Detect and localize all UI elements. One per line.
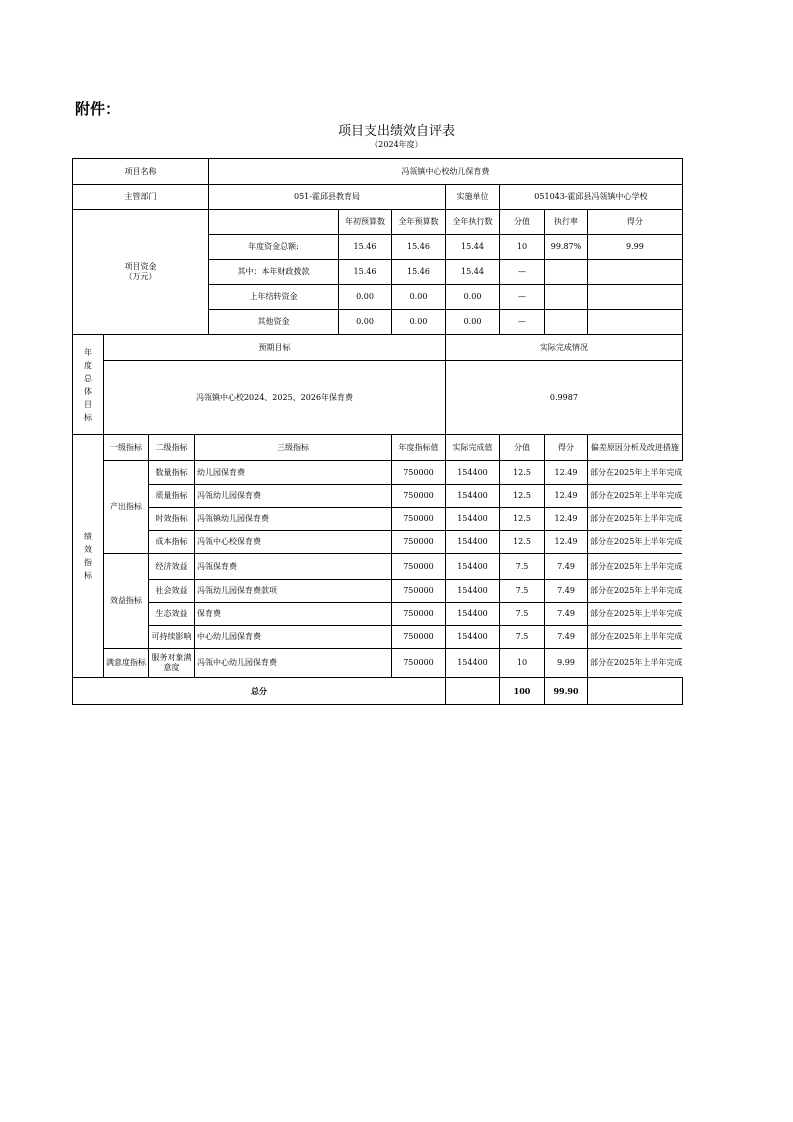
header-score-value: 分值 bbox=[500, 435, 545, 461]
funds-score bbox=[588, 260, 683, 285]
funds-header-annual: 全年预算数 bbox=[392, 210, 446, 235]
funds-executed: 15.44 bbox=[446, 260, 500, 285]
funds-annual: 0.00 bbox=[392, 285, 446, 310]
funds-score-value: 10 bbox=[500, 235, 545, 260]
funds-label: 项目资金 （万元） bbox=[73, 210, 209, 335]
funds-rate bbox=[545, 310, 588, 335]
header-level3: 三级指标 bbox=[195, 435, 392, 461]
total-label: 总分 bbox=[73, 678, 446, 705]
deviation-cell: 部分在2025年上半年完成 bbox=[588, 603, 683, 626]
header-level1: 一级指标 bbox=[104, 435, 149, 461]
actual-cell: 154400 bbox=[446, 649, 500, 678]
funds-score-value: — bbox=[500, 260, 545, 285]
target-cell: 750000 bbox=[392, 485, 446, 508]
funds-executed: 15.44 bbox=[446, 235, 500, 260]
funds-score-value: — bbox=[500, 285, 545, 310]
total-blank bbox=[446, 678, 500, 705]
funds-row-label: 其他资金 bbox=[209, 310, 339, 335]
indicator-row bbox=[73, 603, 683, 626]
level2-cell: 可持续影响 bbox=[149, 626, 195, 649]
funds-header-score: 得分 bbox=[588, 210, 683, 235]
level3-cell: 幼儿园保育费 bbox=[195, 461, 392, 485]
dept-value: 051-霍邱县教育局 bbox=[209, 185, 446, 210]
score-cell: 9.99 bbox=[545, 649, 588, 678]
level3-cell: 冯瓴保育费 bbox=[195, 554, 392, 580]
deviation-cell: 部分在2025年上半年完成 bbox=[588, 508, 683, 531]
score-cell: 12.49 bbox=[545, 508, 588, 531]
level2-cell: 时效指标 bbox=[149, 508, 195, 531]
score-value-cell: 7.5 bbox=[500, 603, 545, 626]
project-name: 冯瓴镇中心校幼儿保育费 bbox=[209, 159, 683, 185]
actual-goal: 0.9987 bbox=[446, 361, 683, 435]
funds-score: 9.99 bbox=[588, 235, 683, 260]
score-cell: 7.49 bbox=[545, 580, 588, 603]
total-score-value: 100 bbox=[500, 678, 545, 705]
level3-cell: 冯瓴幼儿园保育费款项 bbox=[195, 580, 392, 603]
level2-cell: 社会效益 bbox=[149, 580, 195, 603]
dept-label: 主管部门 bbox=[73, 185, 209, 210]
indicator-row bbox=[73, 554, 683, 580]
indicator-row bbox=[73, 626, 683, 649]
score-value-cell: 12.5 bbox=[500, 485, 545, 508]
level1-satisfaction: 满意度指标 bbox=[104, 649, 149, 678]
actual-cell: 154400 bbox=[446, 603, 500, 626]
actual-goal-label: 实际完成情况 bbox=[446, 335, 683, 361]
level2-cell: 经济效益 bbox=[149, 554, 195, 580]
level1-output: 产出指标 bbox=[104, 461, 149, 554]
deviation-cell: 部分在2025年上半年完成 bbox=[588, 649, 683, 678]
funds-score bbox=[588, 285, 683, 310]
score-value-cell: 12.5 bbox=[500, 531, 545, 554]
funds-annual: 15.46 bbox=[392, 235, 446, 260]
actual-cell: 154400 bbox=[446, 580, 500, 603]
total-score: 99.90 bbox=[545, 678, 588, 705]
score-value-cell: 7.5 bbox=[500, 554, 545, 580]
funds-initial: 15.46 bbox=[339, 235, 392, 260]
level2-cell: 生态效益 bbox=[149, 603, 195, 626]
funds-executed: 0.00 bbox=[446, 310, 500, 335]
header-actual: 实际完成值 bbox=[446, 435, 500, 461]
actual-cell: 154400 bbox=[446, 626, 500, 649]
level3-cell: 保育费 bbox=[195, 603, 392, 626]
funds-rate bbox=[545, 260, 588, 285]
level3-cell: 冯瓴中心幼儿园保育费 bbox=[195, 649, 392, 678]
header-deviation: 偏差原因分析及改进措施 bbox=[588, 435, 683, 461]
level3-cell: 中心幼儿园保育费 bbox=[195, 626, 392, 649]
funds-header-blank bbox=[209, 210, 339, 235]
level2-cell: 服务对象满意度 bbox=[149, 649, 195, 678]
score-value-cell: 7.5 bbox=[500, 626, 545, 649]
funds-row-label: 年度资金总额: bbox=[209, 235, 339, 260]
funds-score bbox=[588, 310, 683, 335]
funds-header-score-value: 分值 bbox=[500, 210, 545, 235]
funds-initial: 15.46 bbox=[339, 260, 392, 285]
score-cell: 7.49 bbox=[545, 554, 588, 580]
actual-cell: 154400 bbox=[446, 485, 500, 508]
expected-goal: 冯瓴镇中心校2024、2025、2026年保育费 bbox=[104, 361, 446, 435]
indicator-row bbox=[73, 531, 683, 554]
deviation-cell: 部分在2025年上半年完成 bbox=[588, 554, 683, 580]
unit-value: 051043-霍邱县冯瓴镇中心学校 bbox=[500, 185, 683, 210]
page-title: 项目支出绩效自评表 bbox=[337, 124, 455, 139]
performance-table bbox=[72, 158, 683, 705]
project-name-label: 项目名称 bbox=[73, 159, 209, 185]
level3-cell: 冯瓴中心校保育费 bbox=[195, 531, 392, 554]
indicator-row bbox=[73, 649, 683, 678]
indicator-row bbox=[73, 485, 683, 508]
funds-rate bbox=[545, 285, 588, 310]
indicators-label: 绩 效 指 标 bbox=[73, 435, 104, 678]
funds-annual: 15.46 bbox=[392, 260, 446, 285]
unit-label: 实施单位 bbox=[446, 185, 500, 210]
target-cell: 750000 bbox=[392, 649, 446, 678]
score-value-cell: 7.5 bbox=[500, 580, 545, 603]
funds-header-initial: 年初预算数 bbox=[339, 210, 392, 235]
funds-row-label: 上年结转资金 bbox=[209, 285, 339, 310]
funds-rate: 99.87% bbox=[545, 235, 588, 260]
target-cell: 750000 bbox=[392, 580, 446, 603]
total-deviation-blank bbox=[588, 678, 683, 705]
header-target: 年度指标值 bbox=[392, 435, 446, 461]
expected-goal-label: 预期目标 bbox=[104, 335, 446, 361]
score-value-cell: 12.5 bbox=[500, 461, 545, 485]
target-cell: 750000 bbox=[392, 603, 446, 626]
funds-header-rate: 执行率 bbox=[545, 210, 588, 235]
indicator-row bbox=[73, 461, 683, 485]
score-cell: 7.49 bbox=[545, 626, 588, 649]
header-score: 得分 bbox=[545, 435, 588, 461]
attachment-label: 附件： bbox=[75, 100, 121, 118]
funds-initial: 0.00 bbox=[339, 310, 392, 335]
goals-label: 年 度 总 体 目 标 bbox=[73, 335, 104, 435]
target-cell: 750000 bbox=[392, 461, 446, 485]
deviation-cell: 部分在2025年上半年完成 bbox=[588, 485, 683, 508]
score-value-cell: 10 bbox=[500, 649, 545, 678]
funds-initial: 0.00 bbox=[339, 285, 392, 310]
level3-cell: 冯瓴镇幼儿园保育费 bbox=[195, 508, 392, 531]
deviation-cell: 部分在2025年上半年完成 bbox=[588, 461, 683, 485]
level3-cell: 冯瓴幼儿园保育费 bbox=[195, 485, 392, 508]
score-cell: 7.49 bbox=[545, 603, 588, 626]
target-cell: 750000 bbox=[392, 554, 446, 580]
level2-cell: 质量指标 bbox=[149, 485, 195, 508]
actual-cell: 154400 bbox=[446, 531, 500, 554]
score-cell: 12.49 bbox=[545, 531, 588, 554]
deviation-cell: 部分在2025年上半年完成 bbox=[588, 626, 683, 649]
score-value-cell: 12.5 bbox=[500, 508, 545, 531]
score-cell: 12.49 bbox=[545, 485, 588, 508]
target-cell: 750000 bbox=[392, 508, 446, 531]
funds-header-executed: 全年执行数 bbox=[446, 210, 500, 235]
funds-annual: 0.00 bbox=[392, 310, 446, 335]
header-level2: 二级指标 bbox=[149, 435, 195, 461]
indicator-row bbox=[73, 508, 683, 531]
score-cell: 12.49 bbox=[545, 461, 588, 485]
level2-cell: 成本指标 bbox=[149, 531, 195, 554]
level1-benefit: 效益指标 bbox=[104, 554, 149, 649]
actual-cell: 154400 bbox=[446, 554, 500, 580]
funds-score-value: — bbox=[500, 310, 545, 335]
deviation-cell: 部分在2025年上半年完成 bbox=[588, 531, 683, 554]
year-subtitle: （2024年度） bbox=[370, 140, 423, 149]
indicator-row bbox=[73, 580, 683, 603]
level2-cell: 数量指标 bbox=[149, 461, 195, 485]
actual-cell: 154400 bbox=[446, 461, 500, 485]
target-cell: 750000 bbox=[392, 626, 446, 649]
target-cell: 750000 bbox=[392, 531, 446, 554]
actual-cell: 154400 bbox=[446, 508, 500, 531]
funds-row-label: 其中：本年财政拨款 bbox=[209, 260, 339, 285]
funds-executed: 0.00 bbox=[446, 285, 500, 310]
deviation-cell: 部分在2025年上半年完成 bbox=[588, 580, 683, 603]
